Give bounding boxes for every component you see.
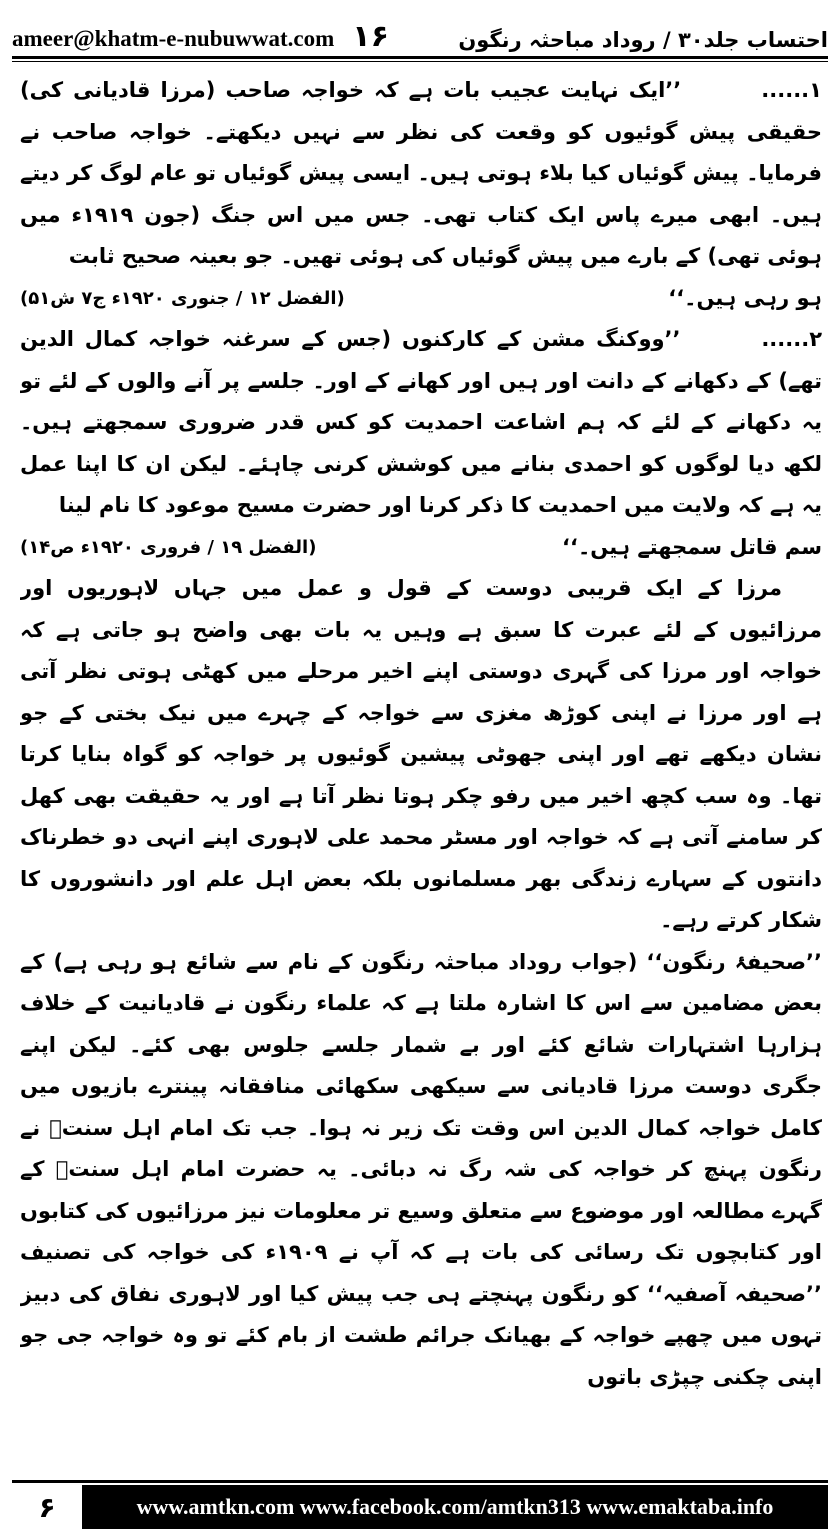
quote-2-end: سم قاتل سمجھتے ہیں۔‘‘: [562, 534, 822, 559]
page-header: [12, 8, 828, 52]
footer-page-number: ۶: [38, 1490, 56, 1524]
header-rule-thin: [12, 61, 828, 62]
quote-2: [20, 319, 822, 527]
page-body: [20, 70, 822, 1470]
quote-2-reference: (الفضل ۱۹ / فروری ۱۹۲۰ء ص۱۴): [20, 536, 317, 558]
quote-1-end-line: [20, 278, 822, 320]
quote-2-number: ۲......: [761, 327, 822, 351]
quote-2-text: ’’ووکنگ مشن کے کارکنوں (جس کے سرغنہ خواجہ کمال الدین تھے) کے دکھانے کے دانت اور ہیں اور کھانے کے اور۔ جلسے پر آنے والوں کے لئے تو یہ دکھانے کے لئے کہ ہم اشاعت احمدیت کو کس قدر ضروری سمجھتے ہیں۔ لکھ دیا لوگوں کو احمدی بنانے میں کوشش کرنی چاہئے۔ لیکن ان کا اپنا عمل یہ ہے کہ ولایت میں احمدیت کا ذکر کرنا اور حضرت مسیح موعود کا نام لینا: [20, 327, 822, 517]
paragraph-3: مرزا کے ایک قریبی دوست کے قول و عمل میں جہاں لاہوریوں اور مرزائیوں کے لئے عبرت کا سبق ہے وہیں یہ بات بھی واضح ہو جاتی ہے کہ خواجہ اور مرزا کی گہری دوستی اپنے اخیر مرحلے میں کھٹی ہوتی نظر آتی ہے اور مرزا نے اپنی کوڑھ مغزی سے خواجہ کے چہرے میں نیک بختی کے جو نشان دیکھے تھے اور اپنی جھوٹی پیشین گوئیوں پر خواجہ کو گواہ بنایا کرتا تھا۔ وہ سب کچھ اخیر میں رفو چکر ہوتا نظر آتا ہے اور یہ حقیقت بھی کھل کر سامنے آتی ہے کہ خواجہ اور مسٹر محمد علی لاہوری اپنے انہی دو خطرناک دانتوں کے سہارے زندگی بھر مسلمانوں بلکہ بعض اہل علم اور دانشوروں کا شکار کرتے رہے۔: [20, 576, 822, 932]
paragraph-4: ’’صحیفۂ رنگون‘‘ (جواب روداد مباحثہ رنگون کے نام سے شائع ہو رہی ہے) کے بعض مضامین سے اس کا اشارہ ملتا ہے کہ علماء رنگون نے قادیانیت کے خلاف ہزارہا اشتہارات شائع کئے اور بے شمار جلسے جلوس بھی کئے۔ لیکن اپنے جگری دوست مرزا قادیانی سے سیکھی سکھائی منافقانہ پینترے بازیوں میں کامل خواجہ کمال الدین اس وقت تک زیر نہ ہوا۔ جب تک امام اہل سنتؒ نے رنگون پہنچ کر خواجہ کی شہ رگ نہ دبائی۔ یہ حضرت امام اہل سنتؒ کے گہرے مطالعہ اور موضوع سے متعلق وسیع تر معلومات نیز مرزائیوں کی کتابوں اور کتابچوں تک رسائی کی بات ہے کہ آپ نے ۱۹۰۹ء کی خواجہ کی تصنیف ’’صحیفہ آصفیہ‘‘ کو رنگون پہنچتے ہی جب پیش کیا اور لاہوری نفاق کی دبیز تہوں میں چھپے خواجہ کے بھیانک جرائم طشت از بام کئے تو وہ خواجہ جی جو اپنی چکنی چپڑی باتوں: [20, 949, 822, 1389]
header-email: ameer@khatm-e-nubuwwat.com: [12, 26, 335, 51]
quote-2-end-line: [20, 527, 822, 569]
footer-links: www.amtkn.com www.facebook.com/amtkn313 www.emaktaba.info: [82, 1485, 828, 1529]
quote-1-reference: (الفضل ۱۲ / جنوری ۱۹۲۰ء ج۷ ش۵۱): [20, 287, 345, 309]
quote-1-end: ہو رہی ہیں۔‘‘: [668, 285, 822, 310]
header-left: [12, 19, 389, 54]
header-page-number: ۱۶: [352, 19, 389, 54]
page-footer: [12, 1480, 828, 1531]
quote-1-number: ۱......: [761, 78, 822, 102]
header-book-title: احتساب جلد۳۰ / روداد مباحثہ رنگون: [458, 28, 828, 52]
header-rule: [12, 56, 828, 59]
quote-1: [20, 70, 822, 278]
quote-1-text: ’’ایک نہایت عجیب بات ہے کہ خواجہ صاحب (مرزا قادیانی کی) حقیقی پیش گوئیوں کو وقعت کی نظر سے نہیں دیکھتے۔ خواجہ صاحب نے فرمایا۔ پیش گوئیاں کیا بلاء ہوتی ہیں۔ ایسی پیش گوئیاں تو عام لوگ کر دیتے ہیں۔ ابھی میرے پاس ایک کتاب تھی۔ جس میں اس جنگ (جون ۱۹۱۹ء میں ہوئی تھی) کے بارے میں پیش گوئیاں کی ہوئی تھیں۔ جو بعینہ صحیح ثابت: [20, 78, 822, 268]
